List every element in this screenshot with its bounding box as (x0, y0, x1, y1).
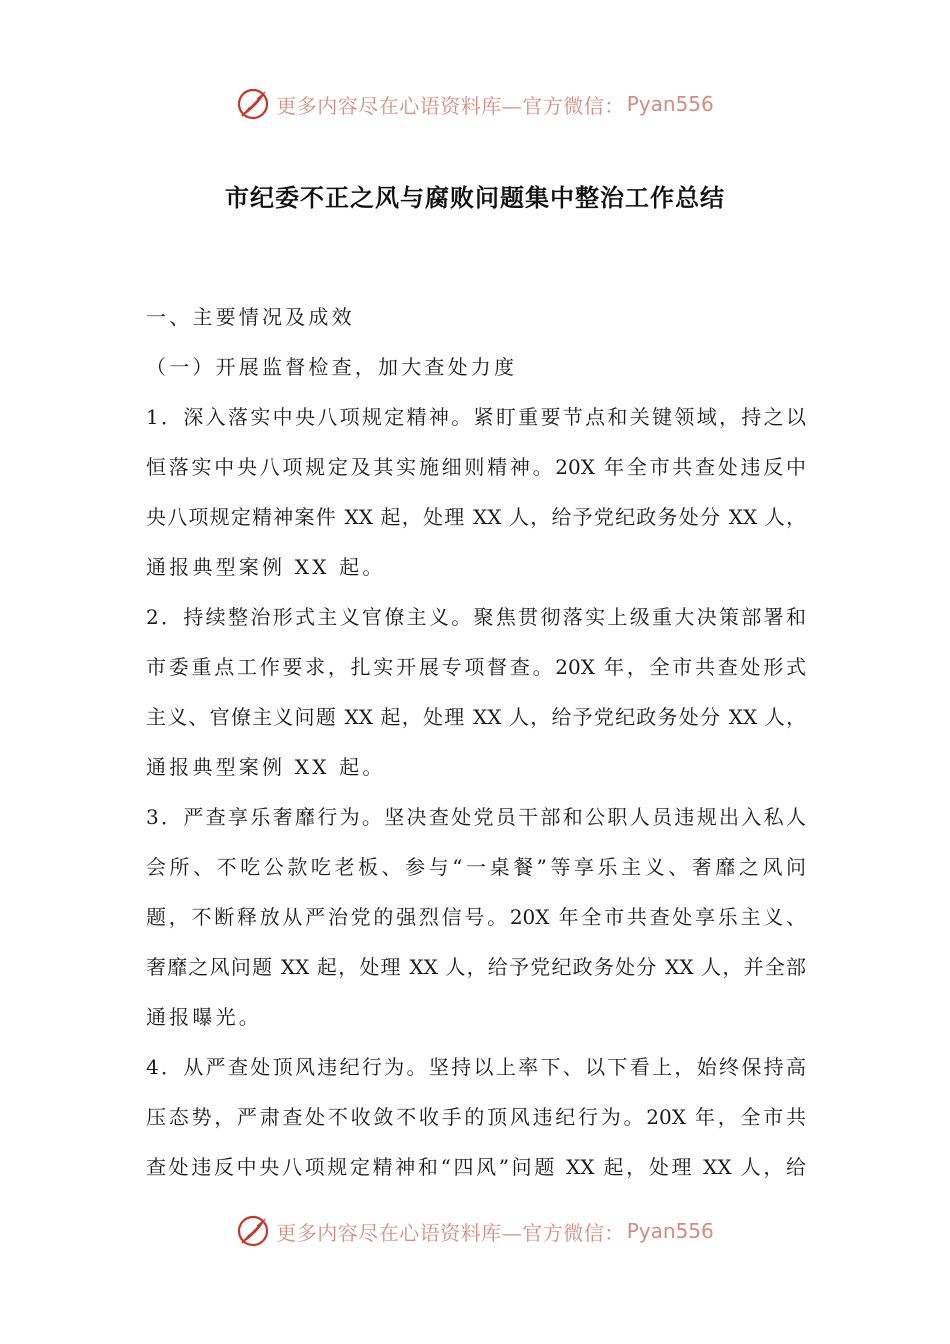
paragraph-line: 央八项规定精神案件 XX 起，处理 XX 人，给予党纪政务处分 XX 人， (146, 505, 806, 529)
paragraph-line: 1．深入落实中央八项规定精神。紧盯重要节点和关键领域，持之以 (146, 405, 806, 429)
paragraph-line: 恒落实中央八项规定及其实施细则精神。20X 年全市共查处违反中 (146, 455, 806, 479)
header-banner-handle: Pyan556 (626, 92, 714, 116)
paragraph-line: 4．从严查处顶风违纪行为。坚持以上率下、以下看上，始终保持高 (146, 1055, 806, 1079)
document-body (146, 292, 806, 1192)
paragraph-line: 题，不断释放从严治党的强烈信号。20X 年全市共查处享乐主义、 (146, 905, 806, 929)
quill-logo-icon (236, 86, 272, 122)
paragraph-line: 主义、官僚主义问题 XX 起，处理 XX 人，给予党纪政务处分 XX 人， (146, 705, 806, 729)
footer-watermark-banner (0, 1211, 950, 1251)
subsection-heading: （一）开展监督检查，加大查处力度 (146, 355, 518, 379)
document-title: 市纪委不正之风与腐败问题集中整治工作总结 (225, 183, 725, 212)
header-banner-text: 更多内容尽在心语资料库—官方微信： (276, 93, 625, 118)
footer-banner-text: 更多内容尽在心语资料库—官方微信： (276, 1220, 625, 1245)
paragraph-line: 2．持续整治形式主义官僚主义。聚焦贯彻落实上级重大决策部署和 (146, 605, 806, 629)
header-watermark-banner (0, 84, 950, 124)
paragraph-line: 市委重点工作要求，扎实开展专项督查。20X 年，全市共查处形式 (146, 655, 806, 679)
paragraph-line: 通报典型案例 XX 起。 (146, 755, 386, 779)
paragraph-line: 通报典型案例 XX 起。 (146, 555, 386, 579)
paragraph-line: 会所、不吃公款吃老板、参与“一桌餐”等享乐主义、奢靡之风问 (146, 855, 806, 879)
paragraph-line: 通报曝光。 (146, 1005, 262, 1029)
paragraph-line: 3．严查享乐奢靡行为。坚决查处党员干部和公职人员违规出入私人 (146, 805, 806, 829)
paragraph-line: 查处违反中央八项规定精神和“四风”问题 XX 起，处理 XX 人，给 (146, 1155, 806, 1179)
footer-banner-handle: Pyan556 (626, 1219, 714, 1243)
paragraph-line: 压态势，严肃查处不收敛不收手的顶风违纪行为。20X 年，全市共 (146, 1105, 806, 1129)
section-heading: 一、主要情况及成效 (146, 305, 355, 329)
quill-logo-icon (236, 1213, 272, 1249)
paragraph-line: 奢靡之风问题 XX 起，处理 XX 人，给予党纪政务处分 XX 人，并全部 (146, 955, 806, 979)
